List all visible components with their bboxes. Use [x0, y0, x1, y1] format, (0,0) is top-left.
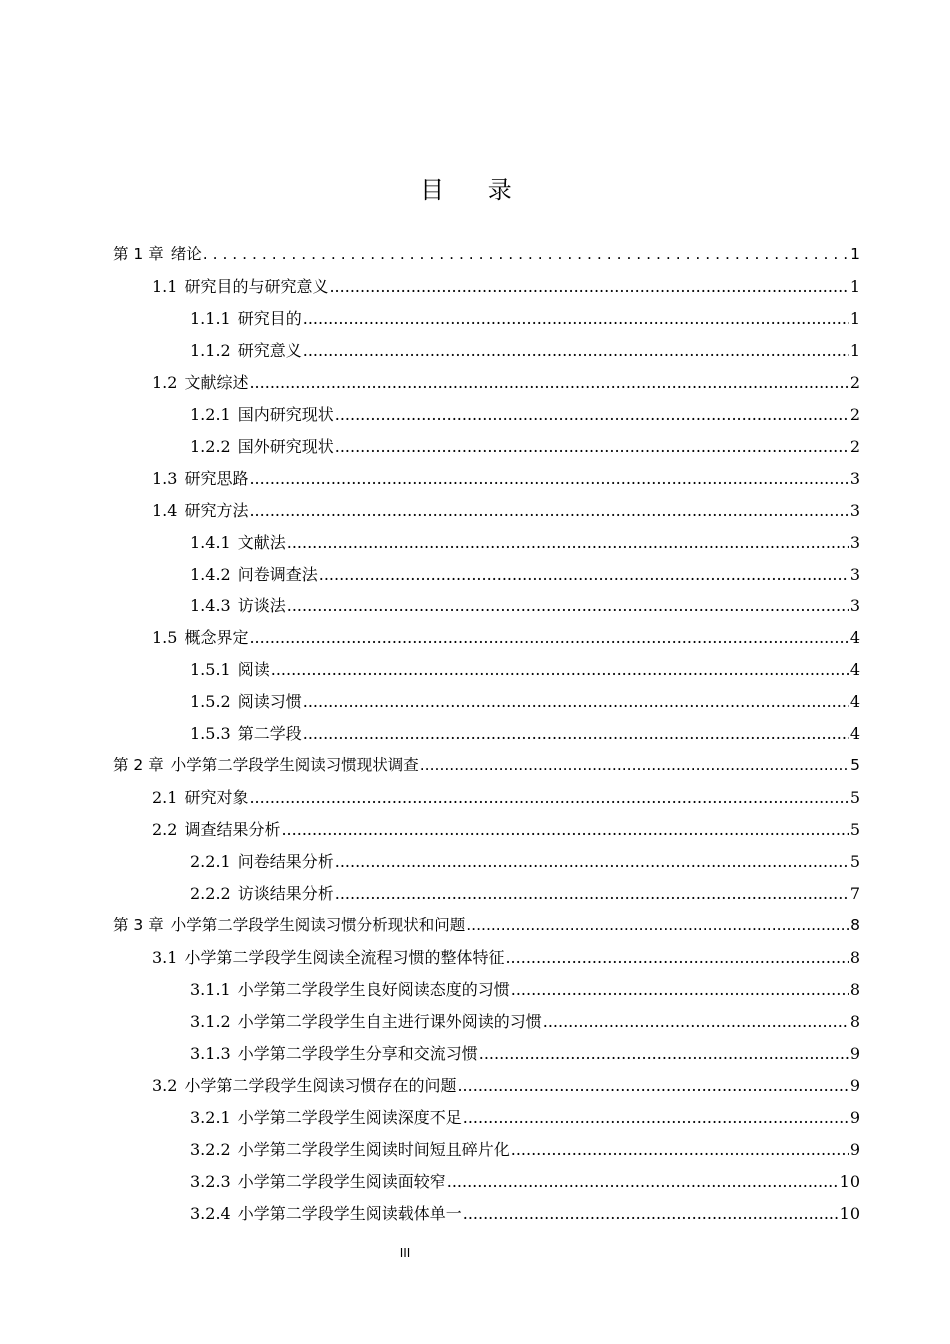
toc-entry-number: 1.2.1: [190, 404, 231, 424]
toc-dot-leader: [335, 405, 849, 424]
toc-entry-number: 1.4.1: [190, 532, 231, 552]
toc-entry-text: 文献法: [237, 532, 286, 552]
toc-entry-label: [190, 977, 510, 1000]
toc-entry-label: [190, 1009, 542, 1032]
toc-dot-leader: [329, 277, 848, 296]
toc-dot-leader: [281, 820, 848, 839]
toc-entry-number: 1.1: [152, 276, 178, 296]
toc-entry-label: [190, 721, 302, 744]
toc-entry[interactable]: [190, 689, 860, 713]
toc-entry-text: 访谈法: [237, 596, 286, 616]
toc-entry-number: 3.2.4: [190, 1203, 231, 1223]
toc-entry-page: 8: [850, 915, 860, 934]
toc-entry-number: 1.4.2: [190, 564, 231, 584]
toc-entry-page: 1: [849, 276, 860, 296]
toc-entry-text: 第二学段: [237, 724, 302, 744]
toc-entry[interactable]: [152, 817, 860, 841]
toc-entry-label: [113, 242, 202, 264]
toc-entry-page: 5: [849, 820, 860, 840]
toc-dot-leader: [463, 1108, 849, 1127]
toc-dot-leader: [511, 1140, 849, 1159]
toc-entry-page: 10: [839, 1171, 860, 1191]
toc-entry-number: 1.1.1: [190, 308, 231, 328]
toc-entry-text: 小学第二学段学生阅读载体单一: [237, 1203, 462, 1223]
toc-entry-label: [152, 945, 504, 968]
toc-entry[interactable]: [152, 274, 860, 298]
toc-entry[interactable]: [113, 753, 860, 777]
toc-entry-text: 小学第二学段学生阅读习惯分析现状和问题: [170, 915, 466, 934]
toc-dot-leader: [319, 565, 849, 584]
toc-dot-leader: [203, 245, 849, 263]
toc-entry-page: 1: [850, 245, 860, 263]
toc-entry-text: 访谈结果分析: [237, 884, 334, 903]
toc-entry[interactable]: [190, 338, 860, 362]
page-number: III: [399, 1246, 411, 1260]
toc-entry-page: 10: [839, 1203, 860, 1223]
toc-entry-page: 9: [849, 1139, 860, 1159]
toc-entry-label: [190, 1137, 510, 1160]
toc-entry-page: 4: [849, 692, 860, 712]
toc-entry-label: [190, 657, 270, 680]
toc-entry-text: 研究目的: [237, 308, 302, 328]
toc-entry-number: 1.5: [152, 628, 178, 648]
toc-entry-label: [152, 1073, 456, 1096]
toc-entry-number: 1.3: [152, 468, 178, 488]
toc-entry[interactable]: [113, 242, 860, 266]
toc-entry[interactable]: [190, 1105, 860, 1129]
toc-entry-text: 小学第二学段学生阅读全流程习惯的整体特征: [184, 947, 505, 967]
toc-entry-page: 8: [849, 1011, 860, 1031]
toc-entry[interactable]: [190, 1137, 860, 1161]
toc-entry-text: 国内研究现状: [237, 404, 334, 424]
toc-entry-label: [190, 849, 334, 872]
toc-entry-label: [190, 689, 302, 712]
toc-entry-number: 3.2.3: [190, 1171, 231, 1191]
toc-entry-label: [190, 434, 334, 457]
toc-entry-number: 1.4.3: [190, 596, 231, 616]
toc-entry[interactable]: [190, 657, 860, 681]
toc-entry-number: 2.2.2: [190, 884, 231, 903]
toc-entry[interactable]: [190, 1009, 860, 1033]
toc-entry-number: 1.2: [152, 372, 178, 392]
toc-entry-label: [152, 498, 248, 521]
toc-entry-text: 小学第二学段学生阅读习惯现状调查: [170, 756, 419, 775]
toc-entry-label: [190, 306, 302, 329]
toc-dot-leader: [335, 884, 849, 903]
toc-entry-page: 9: [849, 1043, 860, 1063]
toc-entry-text: 研究对象: [184, 788, 249, 808]
toc-entry-text: 小学第二学段学生分享和交流习惯: [237, 1043, 478, 1063]
toc-entry-text: 阅读: [237, 660, 270, 680]
toc-entry-page: 9: [849, 1075, 860, 1095]
toc-entry-text: 研究思路: [184, 468, 249, 488]
toc-entry-number: 1.2.2: [190, 436, 231, 456]
toc-entry[interactable]: [190, 721, 860, 745]
toc-entry-text: 国外研究现状: [237, 436, 334, 456]
toc-entry-label: [190, 1105, 462, 1128]
toc-dot-leader: [287, 596, 849, 615]
toc-dot-leader: [511, 980, 849, 999]
toc-entry-text: 绪论: [170, 245, 202, 263]
toc-entry-page: 7: [849, 884, 860, 903]
toc-entry-label: [152, 274, 328, 297]
toc-entry-number: 第 1 章: [113, 245, 164, 263]
toc-dot-leader: [249, 469, 848, 488]
toc-entry-text: 小学第二学段学生阅读深度不足: [237, 1107, 462, 1127]
toc-entry-page: 5: [850, 756, 860, 775]
toc-entry-number: 1.1.2: [190, 340, 231, 360]
toc-entry-text: 小学第二学段学生阅读时间短且碎片化: [237, 1139, 510, 1159]
toc-entry-text: 调查结果分析: [184, 820, 281, 840]
toc-dot-leader: [303, 309, 849, 328]
toc-entry-text: 阅读习惯: [237, 692, 302, 712]
toc-entry-label: [152, 625, 248, 648]
toc-dot-leader: [420, 756, 849, 774]
toc-entry-text: 研究目的与研究意义: [184, 276, 329, 296]
toc-entry[interactable]: [190, 977, 860, 1001]
toc-entry-label: [190, 530, 286, 553]
toc-entry-page: 5: [849, 852, 860, 872]
toc-dot-leader: [303, 724, 849, 743]
toc-entry-label: [152, 466, 248, 489]
toc-entry-number: 3.1.1: [190, 979, 231, 999]
toc-entry[interactable]: [190, 593, 860, 617]
toc-dot-leader: [447, 1172, 839, 1191]
toc-dot-leader: [543, 1012, 849, 1031]
toc-entry[interactable]: [152, 785, 860, 809]
toc-entry-page: 9: [849, 1107, 860, 1127]
toc-entry[interactable]: [152, 370, 860, 394]
toc-entry-label: [190, 402, 334, 425]
toc-entry-label: [190, 881, 334, 904]
toc-entry-text: 问卷结果分析: [237, 852, 334, 872]
toc-entry-number: 2.2.1: [190, 852, 231, 872]
toc-entry-number: 2.1: [152, 788, 178, 808]
toc-entry[interactable]: [190, 402, 860, 426]
toc-dot-leader: [303, 692, 849, 711]
toc-entry-number: 1.5.1: [190, 660, 231, 680]
toc-entry-number: 3.2: [152, 1075, 178, 1095]
toc-dot-leader: [249, 628, 848, 647]
toc-entry[interactable]: [152, 945, 860, 969]
toc-entry-number: 第 3 章: [113, 915, 164, 934]
toc-entry[interactable]: [190, 434, 860, 458]
toc-entry-text: 概念界定: [184, 628, 249, 648]
toc-entry-page: 1: [849, 340, 860, 360]
toc-entry-text: 文献综述: [184, 372, 249, 392]
toc-dot-leader: [463, 1204, 839, 1223]
toc-entry-page: 3: [849, 500, 860, 520]
toc-entry-text: 小学第二学段学生自主进行课外阅读的习惯: [237, 1011, 542, 1031]
toc-entry-number: 第 2 章: [113, 756, 164, 775]
toc-entry-label: [113, 753, 419, 775]
toc-dot-leader: [457, 1076, 848, 1095]
toc-entry-text: 小学第二学段学生良好阅读态度的习惯: [237, 979, 510, 999]
toc-entry-page: 3: [849, 468, 860, 488]
toc-entry-label: [190, 1041, 478, 1064]
toc-entry-text: 研究意义: [237, 340, 302, 360]
toc-entry-page: 3: [849, 532, 860, 552]
toc-entry-label: [190, 1201, 462, 1224]
toc-dot-leader: [466, 916, 849, 934]
toc-entry-number: 3.1: [152, 947, 178, 967]
toc-entry-page: 8: [849, 979, 860, 999]
toc-entry[interactable]: [190, 1169, 860, 1193]
toc-entry-number: 3.2.1: [190, 1107, 231, 1127]
toc-entry-page: 8: [849, 947, 860, 967]
toc-entry-number: 1.5.3: [190, 724, 231, 744]
toc-entry-number: 3.1.2: [190, 1011, 231, 1031]
toc-entry-text: 小学第二学段学生阅读习惯存在的问题: [184, 1075, 457, 1095]
toc-entry-label: [113, 913, 465, 935]
toc-dot-leader: [287, 533, 849, 552]
toc-entry-label: [152, 817, 280, 840]
toc-entry-page: 2: [849, 372, 860, 392]
toc-entry-number: 3.1.3: [190, 1043, 231, 1063]
toc-title: 目 录: [420, 176, 530, 204]
toc-entry-text: 问卷调查法: [237, 564, 318, 584]
toc-dot-leader: [249, 788, 848, 807]
toc-entry-page: 3: [849, 564, 860, 584]
toc-entry[interactable]: [190, 306, 860, 330]
toc-entry-label: [152, 785, 248, 808]
toc-entry[interactable]: [152, 1073, 860, 1097]
toc-dot-leader: [249, 373, 848, 392]
toc-entry-text: 研究方法: [184, 500, 249, 520]
toc-entry-page: 2: [849, 436, 860, 456]
toc-entry-number: 1.4: [152, 500, 178, 520]
toc-entry-page: 4: [849, 628, 860, 648]
toc-entry-label: [190, 1169, 446, 1192]
toc-entry-page: 1: [849, 308, 860, 328]
toc-entry-page: 5: [849, 788, 860, 808]
toc-entry[interactable]: [152, 625, 860, 649]
toc-entry-number: 2.2: [152, 820, 178, 840]
toc-entry[interactable]: [190, 530, 860, 554]
toc-entry-label: [190, 338, 302, 361]
toc-entry-page: 2: [849, 404, 860, 424]
toc-entry[interactable]: [190, 881, 860, 905]
toc-entry[interactable]: [190, 849, 860, 873]
toc-dot-leader: [335, 852, 849, 871]
toc-entry-number: 3.2.2: [190, 1139, 231, 1159]
toc-entry[interactable]: [190, 1201, 860, 1225]
toc-entry-label: [152, 370, 248, 393]
toc-entry-page: 3: [849, 596, 860, 616]
toc-entry[interactable]: [190, 562, 860, 586]
toc-dot-leader: [271, 660, 849, 679]
toc-entry-text: 小学第二学段学生阅读面较窄: [237, 1171, 446, 1191]
toc-dot-leader: [479, 1044, 849, 1063]
toc-entry[interactable]: [113, 913, 860, 937]
toc-entry[interactable]: [190, 1041, 860, 1065]
toc-dot-leader: [303, 341, 849, 360]
toc-entry-label: [190, 562, 318, 585]
toc-dot-leader: [335, 437, 849, 456]
toc-entry-label: [190, 593, 286, 616]
toc-dot-leader: [505, 948, 848, 967]
toc-entry-number: 1.5.2: [190, 692, 231, 712]
toc-entry[interactable]: [152, 498, 860, 522]
toc-entry[interactable]: [152, 466, 860, 490]
toc-dot-leader: [249, 501, 848, 520]
toc-entry-page: 4: [849, 660, 860, 680]
toc-entry-page: 4: [849, 724, 860, 744]
